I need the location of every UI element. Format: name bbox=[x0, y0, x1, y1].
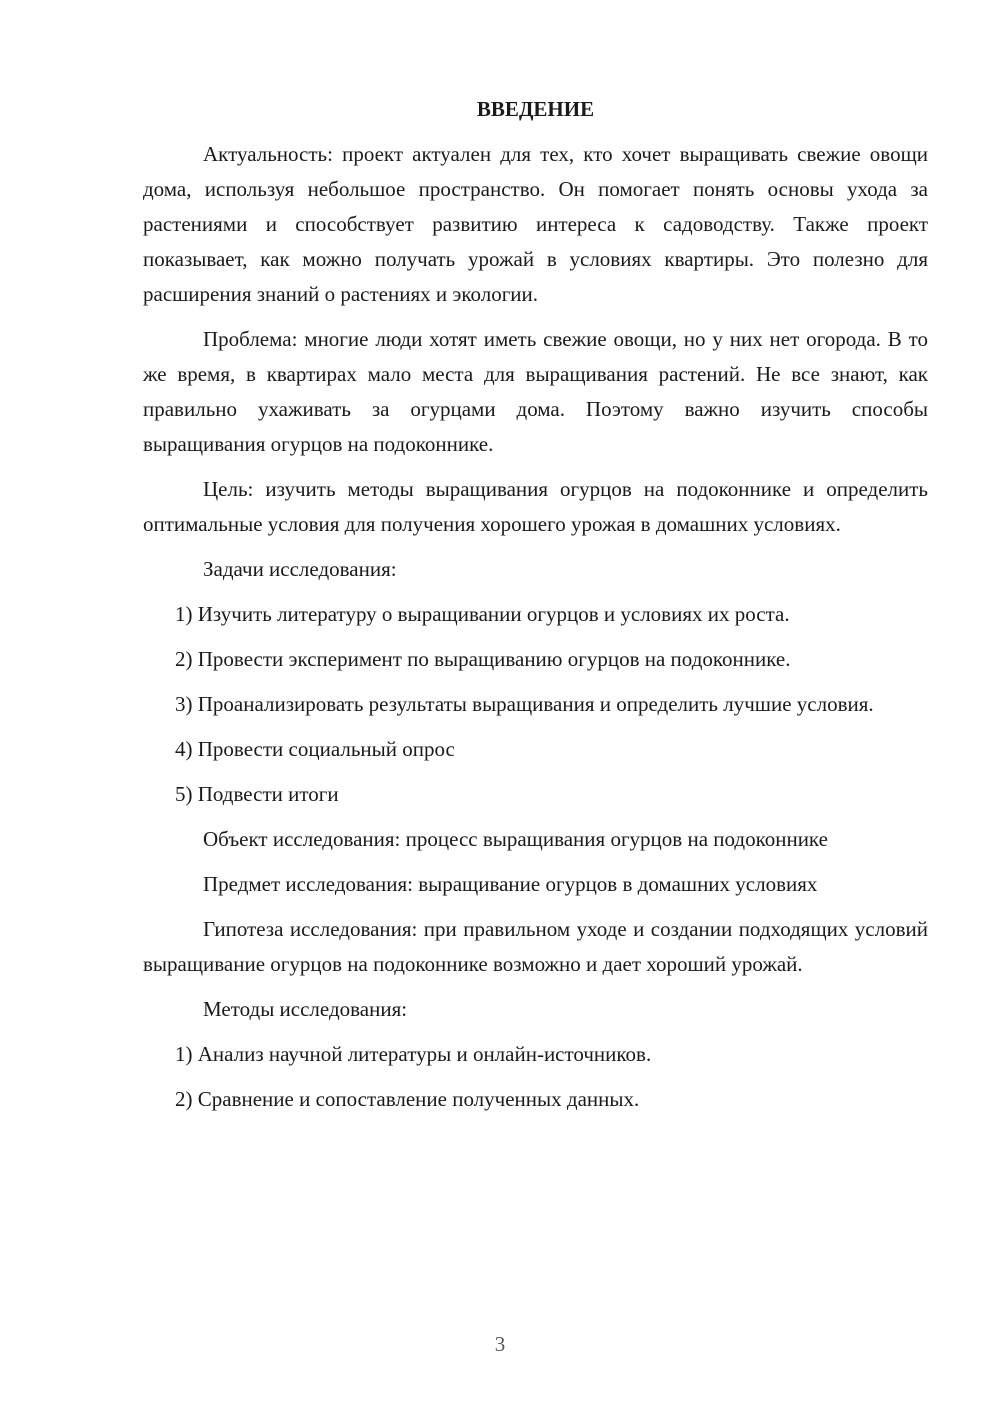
object-paragraph: Объект исследования: процесс выращивания огурцов на подоконнике bbox=[203, 827, 828, 851]
task-item-5: 5) Подвести итоги bbox=[175, 782, 339, 806]
document-page bbox=[143, 92, 928, 1127]
goal-paragraph: Цель: изучить методы выращивания огурцов на подоконнике и определить оптимальные условия для получения хорошего урожая в домашних условиях. bbox=[143, 477, 928, 536]
method-item-1: 1) Анализ научной литературы и онлайн-источников. bbox=[175, 1042, 652, 1066]
task-item-2: 2) Провести эксперимент по выращиванию огурцов на подоконнике. bbox=[175, 647, 791, 671]
hypothesis-paragraph: Гипотеза исследования: при правильном уходе и создании подходящих условий выращивание огурцов на подоконнике возможно и дает хороший урожай. bbox=[143, 917, 928, 976]
method-item-2: 2) Сравнение и сопоставление полученных данных. bbox=[175, 1087, 640, 1111]
section-title: ВВЕДЕНИЕ bbox=[476, 97, 595, 121]
task-item-4: 4) Провести социальный опрос bbox=[175, 737, 455, 761]
problem-paragraph: Проблема: многие люди хотят иметь свежие овощи, но у них нет огорода. В то же время, в квартирах мало места для выращивания растений. Не все знают, как правильно ухаживать за огурцами дома. Поэтому важно изучить способы выращивания огурцов на подоконнике. bbox=[143, 327, 928, 456]
tasks-heading: Задачи исследования: bbox=[203, 557, 397, 581]
relevance-paragraph: Актуальность: проект актуален для тех, кто хочет выращивать свежие овощи дома, используя небольшое пространство. Он помогает понять основы ухода за растениями и способствует развитию интереса к садоводству. Также проект показывает, как можно получать урожай в условиях квартиры. Это полезно для расширения знаний о растениях и экологии. bbox=[143, 142, 928, 306]
subject-paragraph: Предмет исследования: выращивание огурцов в домашних условиях bbox=[203, 872, 818, 896]
page-number: 3 bbox=[494, 1332, 506, 1356]
methods-heading: Методы исследования: bbox=[203, 997, 408, 1021]
task-item-3: 3) Проанализировать результаты выращивания и определить лучшие условия. bbox=[175, 692, 874, 716]
task-item-1: 1) Изучить литературу о выращивании огурцов и условиях их роста. bbox=[175, 602, 790, 626]
